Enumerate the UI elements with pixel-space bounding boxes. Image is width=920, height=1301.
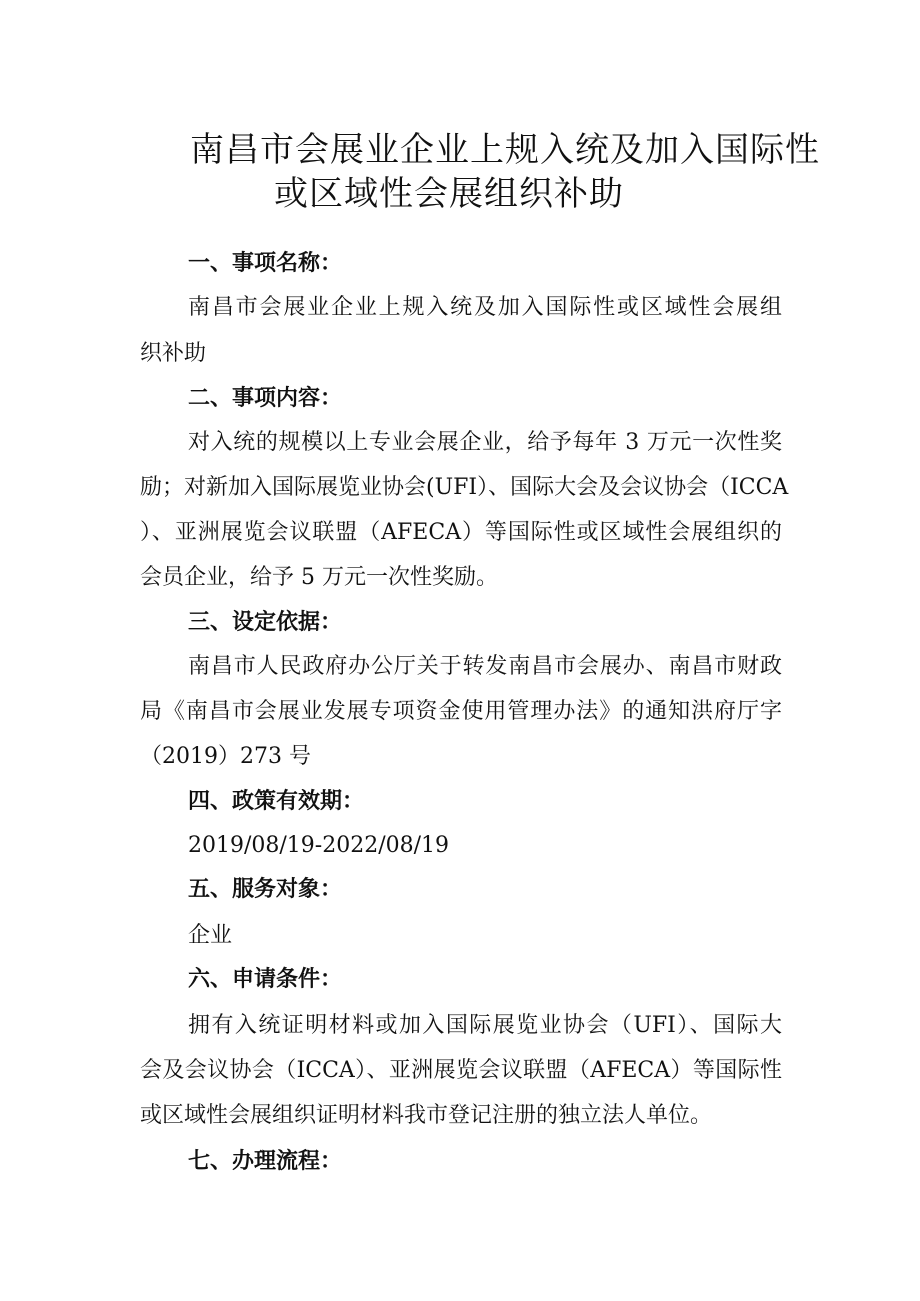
paragraph-line: 南昌市人民政府办公厅关于转发南昌市会展办、南昌市财政 — [188, 654, 782, 679]
section-heading-validity: 四、政策有效期： — [188, 789, 365, 814]
section-heading-conditions: 六、申请条件： — [188, 967, 343, 992]
paragraph-line: （2019）273 号 — [140, 744, 311, 769]
paragraph-line: 会员企业，给予 5 万元一次性奖励。 — [140, 565, 498, 590]
paragraph-line: 拥有入统证明材料或加入国际展览业协会（UFI）、国际大 — [188, 1013, 782, 1038]
document-title-line-2: 或区域性会展组织补助 — [274, 174, 624, 214]
paragraph-line: 会及会议协会（ICCA）、亚洲展览会议联盟（AFECA）等国际性 — [140, 1058, 782, 1083]
section-heading-service-target: 五、服务对象： — [188, 877, 343, 902]
paragraph-line: 织补助 — [140, 341, 207, 366]
validity-period: 2019/08/19-2022/08/19 — [188, 833, 450, 858]
service-target-value: 企业 — [188, 923, 233, 948]
section-heading-item-content: 二、事项内容： — [188, 386, 343, 411]
section-heading-process: 七、办理流程： — [188, 1149, 343, 1174]
paragraph-line: 局《南昌市会展业发展专项资金使用管理办法》的通知洪府厅字 — [140, 699, 782, 724]
section-heading-item-name: 一、事项名称： — [188, 251, 343, 276]
section-heading-legal-basis: 三、设定依据： — [188, 610, 343, 635]
paragraph-line: ）、亚洲展览会议联盟（AFECA）等国际性或区域性会展组织的 — [140, 520, 782, 545]
document-title-line-1: 南昌市会展业企业上规入统及加入国际性 — [190, 130, 820, 170]
paragraph-line: 励；对新加入国际展览业协会(UFI）、国际大会及会议协会（ICCA — [140, 475, 789, 500]
paragraph-line: 或区域性会展组织证明材料我市登记注册的独立法人单位。 — [140, 1103, 713, 1128]
paragraph-line: 对入统的规模以上专业会展企业，给予每年 3 万元一次性奖 — [188, 430, 782, 455]
paragraph-line: 南昌市会展业企业上规入统及加入国际性或区域性会展组 — [188, 295, 782, 320]
